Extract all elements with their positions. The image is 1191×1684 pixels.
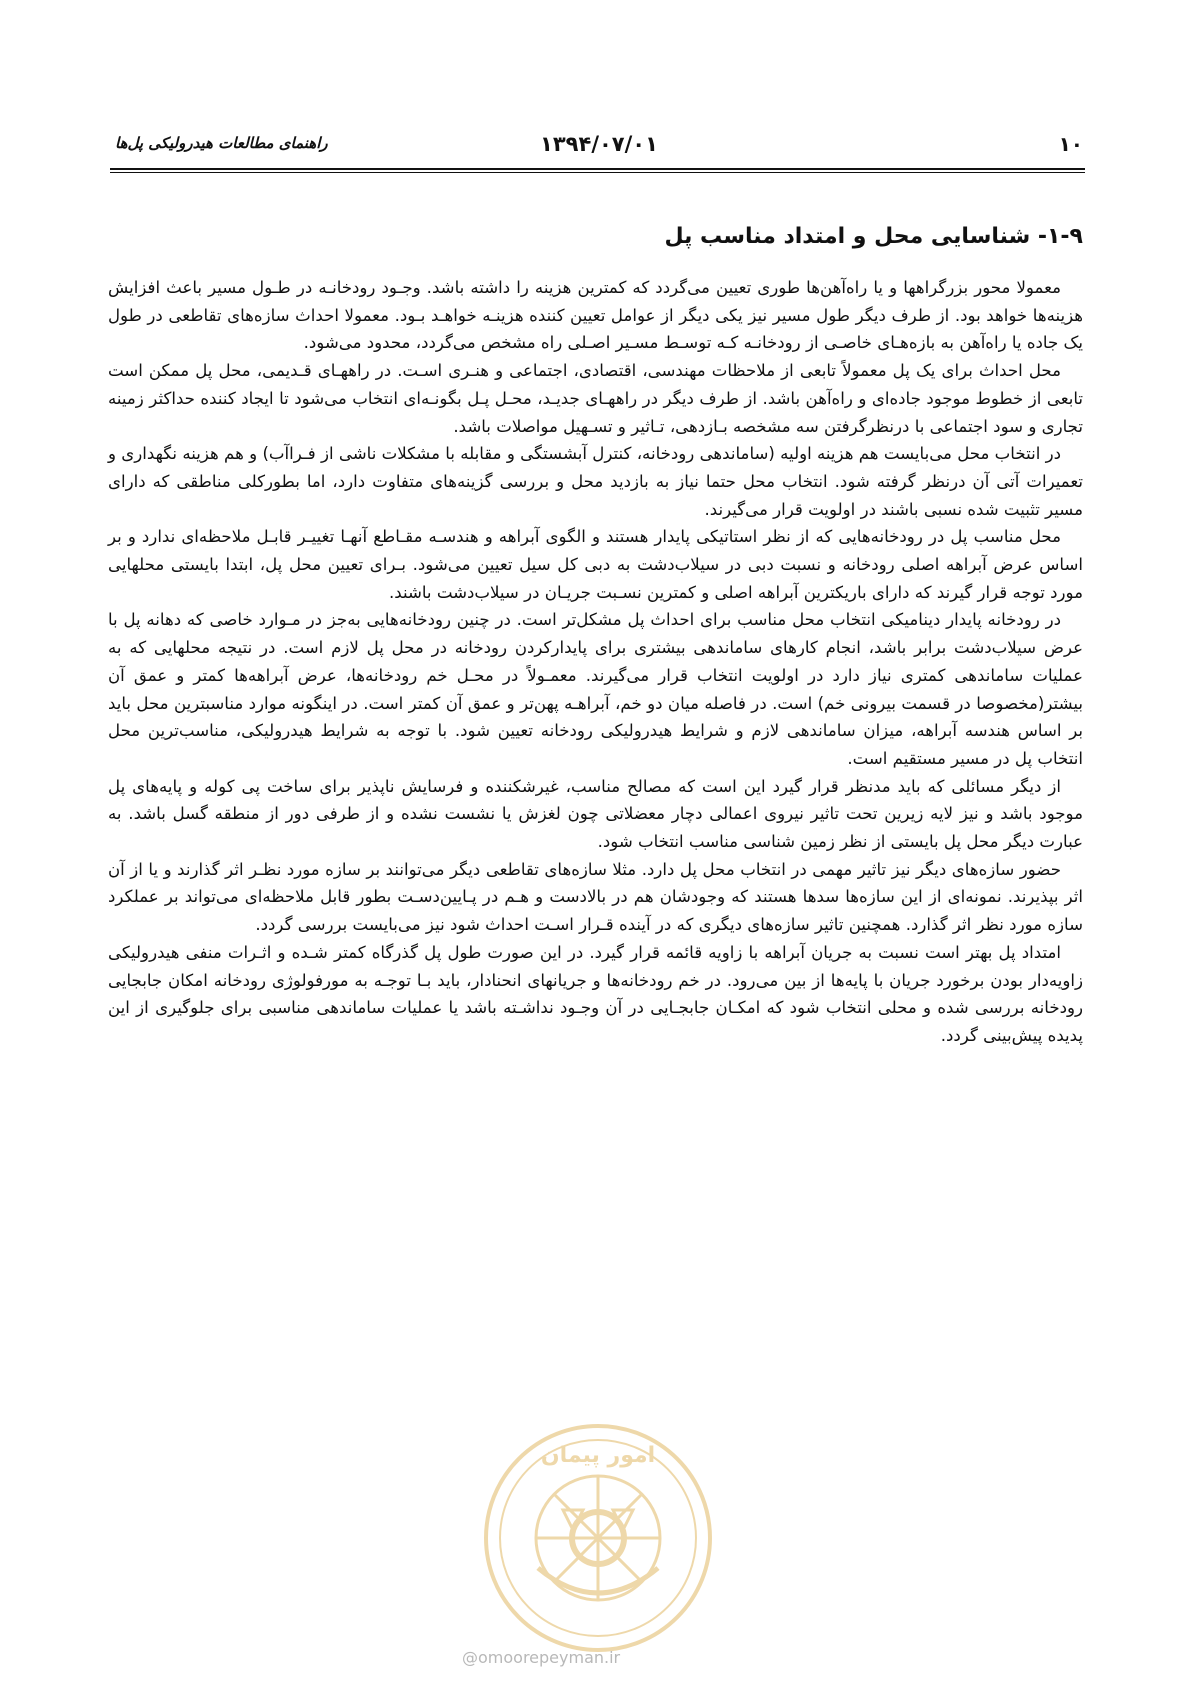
section-heading: ۱-۹- شناسایی محل و امتداد مناسب پل (664, 224, 1083, 249)
paragraph: معمولا محور بزرگراهها و یا راه‌آهن‌ها طوری تعیین می‌گردد که کمترین هزینه را داشته باشد. وجـود رودخانـه در طـول مسیر باعث افزایش هزینه‌ها خواهد بود. از طرف دیگر طول مسیر نیز یکی دیگر از عوامل تعیین کننده هزینـه خواهـد بـود. معمولا احداث سازه‌های تقاطعی در طول یک جاده یا راه‌آهن به بازه‌هـای خاصـی از رودخانـه کـه توسـط مسـیر اصـلی راه مشخص می‌گردد، محدود می‌شود. (108, 278, 1083, 353)
paragraph: در رودخانه پایدار دینامیکی انتخاب محل مناسب برای احداث پل مشکل‌تر است. در چنین رودخانه‌هایی به‌جز در مـوارد خاصی که دهانه پل با عرض سیلاب‌دشت برابر باشد، انجام کارهای ساماندهی بیشتری برای پایدارکردن رودخانه در محل پل لازم است. در نتیجه محلهایی که به عملیات ساماندهی کمتری نیاز دارد در اولویت انتخاب قرار می‌گیرند. معمـولاً در محـل خم رودخانه‌ها، عرض آبراهه‌ها کمتر و عمق آن بیشتر(مخصوصا در قسمت بیرونی خم) است. در فاصله میان دو خم، آبراهـه پهن‌تر و عمق آن کمتر است. در اینگونه موارد مناسبترین محل باید بر اساس هندسه آبراهه، میزان ساماندهی لازم و شرایط هیدرولیکی رودخانه تعیین شود. با توجه به شرایط هیدرولیکی، مناسب‌ترین محل انتخاب پل در مسیر مستقیم است. (108, 610, 1083, 768)
watermark-url: @omoorepeyman.ir (462, 1648, 621, 1667)
seal-text: امور پیمان (540, 1443, 656, 1468)
page-header (115, 132, 1083, 166)
header-date: ۱۳۹۴/۰۷/۰۱ (540, 132, 658, 156)
header-rule-thin (110, 172, 1085, 173)
paragraph: حضور سازه‌های دیگر نیز تاثیر مهمی در انتخاب محل پل دارد. مثلا سازه‌های تقاطعی دیگر می‌توانند بر سازه مورد نظـر اثر گذارند و یا از آن اثر بپذیرند. نمونه‌ای از این سازه‌ها سدها هستند که وجودشان هم در بالادست و هـم در پـایین‌دسـت بطور قابل ملاحظه‌ای می‌تواند بر عملکرد سازه مورد نظر اثر گذارد. همچنین تاثیر سازه‌های دیگری که در آینده قـرار اسـت احداث شود نیز می‌بایست بررسی گردد. (108, 859, 1083, 935)
body-text (108, 274, 1083, 1050)
watermark-url-text: omoorepeyman.ir (478, 1648, 621, 1667)
paragraph: محل احداث برای یک پل معمولاً تابعی از ملاحظات مهندسی، اقتصادی، اجتماعی و هنـری اسـت. در راههـای قـدیمی، محل پل ممکن است تابعی از خطوط موجود جاده‌ای و راه‌آهن باشد. از طرف دیگر در راههـای جدیـد، محـل پـل بگونـه‌ای انتخاب می‌شود تا ایجاد کننده حداکثر زمینه تجاری و سود اجتماعی با درنظرگرفتن سه مشخصه بـازدهی، تـاثیر و تسـهیل مواصلات باشد. (108, 361, 1083, 436)
header-rule-thick (110, 168, 1085, 170)
paragraph: امتداد پل بهتر است نسبت به جریان آبراهه با زاویه قائمه قرار گیرد. در این صورت طول پل گذرگاه کمتر شـده و اثـرات منفی هیدرولیکی زاویه‌دار بودن برخورد جریان با پایه‌ها از بین می‌رود. در خم رودخانه‌ها و جریانهای انحنادار، باید بـا توجـه به مورفولوژی رودخانه امکان جابجایی رودخانه بررسی شده و محلی انتخاب شود که امکـان جابجـایی در آن وجـود نداشـته باشد یا عملیات ساماندهی مناسبی برای جلوگیری از این پدیده پیش‌بینی گردد. (108, 942, 1083, 1045)
running-title: راهنمای مطالعات هیدرولیکی پل‌ها (115, 134, 328, 152)
paragraph: محل مناسب پل در رودخانه‌هایی که از نظر استاتیکی پایدار هستند و الگوی آبراهه و هندسـه مقـاطع آنهـا تغییـر قابـل ملاحظه‌ای ندارد و بر اساس عرض آبراهه اصلی رودخانه و نسبت دبی در سیلاب‌دشت به دبی کل سیل تعیین می‌شود. بـرای تعیین محل پل، ابتدا بایستی محلهایی مورد توجه قرار گیرند که دارای باریکترین آبراهه اصلی و کمترین نسـبت جریـان در سیلاب‌دشت باشند. (108, 527, 1083, 602)
paragraph: در انتخاب محل می‌بایست هم هزینه اولیه (ساماندهی رودخانه، کنترل آبشستگی و مقابله با مشکلات ناشی از فـراآب) و هم هزینه نگهداری و تعمیرات آتی آن درنظر گرفته شود. انتخاب محل حتما نیاز به بازدید محل و بررسی گزینه‌های متفاوت دارد، اما بطورکلی مناطقی که دارای مسیر تثبیت شده نسبی باشند در اولویت قرار می‌گیرند. (108, 444, 1083, 519)
page-number: ۱۰ (1058, 132, 1083, 156)
paragraph: از دیگر مسائلی که باید مدنظر قرار گیرد این است که مصالح مناسب، غیرشکننده و فرسایش ناپذیر برای ساخت پی کوله و پایه‌های پل موجود باشد و نیز لایه زیرین تحت تاثیر نیروی اعمالی دچار معضلاتی چون لغزش یا نشست نشده و از طرفی دور از منطقه گسل باشد. به عبارت دیگر محل پل بایستی از نظر زمین شناسی مناسب انتخاب شود. (108, 776, 1083, 852)
watermark-seal-icon (478, 1418, 718, 1658)
